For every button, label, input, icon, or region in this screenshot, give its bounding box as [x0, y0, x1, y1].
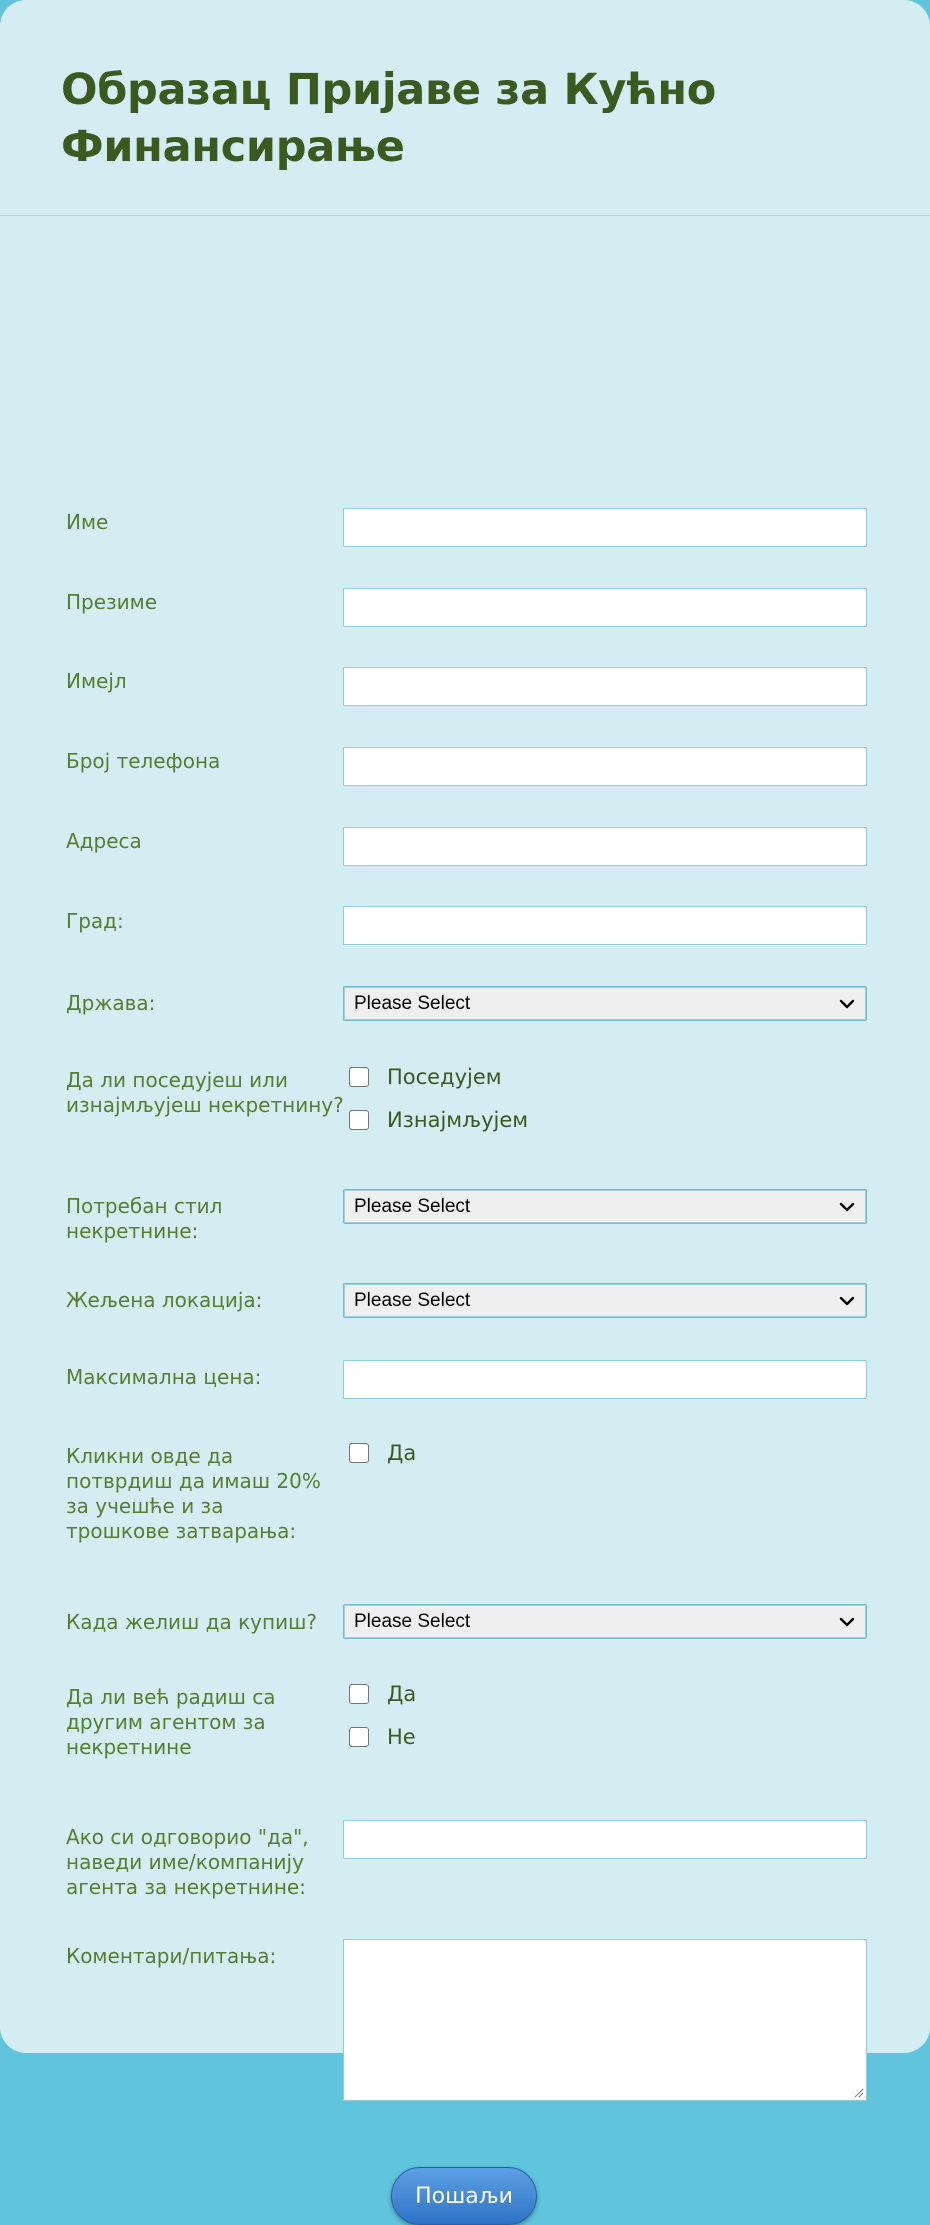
address-input[interactable]	[343, 827, 867, 866]
email-label: Имејл	[66, 669, 127, 693]
agent-no-option[interactable]	[349, 1722, 416, 1752]
buy-when-label: Када желиш да купиш?	[66, 1610, 318, 1634]
phone-input[interactable]	[343, 747, 867, 786]
chevron-down-icon	[838, 1613, 856, 1631]
max-price-input[interactable]	[343, 1360, 867, 1399]
own-option[interactable]	[349, 1062, 502, 1092]
country-select-value: Please Select	[354, 992, 471, 1014]
down-payment-label: Кликни овде да потврдиш да имаш 20% за учешће и за трошкове затварања:	[66, 1444, 321, 1543]
first-name-label: Име	[66, 510, 109, 534]
down-payment-yes-label: Да	[387, 1441, 417, 1465]
down-payment-yes-option[interactable]	[349, 1438, 416, 1468]
phone-label: Број телефона	[66, 749, 221, 773]
chevron-down-icon	[838, 1292, 856, 1310]
agent-name-label: Ако си одговорио "да", наведи име/компанију агента за некретнине:	[66, 1825, 309, 1899]
first-name-input[interactable]	[343, 508, 867, 547]
country-label: Држава:	[66, 991, 156, 1015]
country-select[interactable]	[343, 986, 867, 1021]
resize-handle-icon[interactable]	[852, 2086, 864, 2098]
property-style-label: Потребан стил некретнине:	[66, 1194, 223, 1243]
last-name-label: Презиме	[66, 590, 158, 614]
address-label: Адреса	[66, 829, 142, 853]
buy-when-select[interactable]	[343, 1604, 867, 1639]
desired-location-select-value: Please Select	[354, 1289, 471, 1311]
working-with-agent-label: Да ли већ радиш са другим агентом за некретнине	[66, 1685, 276, 1759]
comments-textarea[interactable]	[343, 1939, 867, 2101]
own-checkbox[interactable]	[349, 1067, 369, 1087]
rent-checkbox[interactable]	[349, 1110, 369, 1130]
form-header	[0, 0, 930, 216]
comments-label: Коментари/питања:	[66, 1944, 277, 1968]
property-style-select-value: Please Select	[354, 1195, 471, 1217]
desired-location-select[interactable]	[343, 1283, 867, 1318]
own-option-label: Поседујем	[387, 1065, 502, 1089]
max-price-label: Максимална цена:	[66, 1365, 262, 1389]
agent-no-label: Не	[387, 1725, 416, 1749]
agent-name-input[interactable]	[343, 1820, 867, 1859]
email-input[interactable]	[343, 667, 867, 706]
rent-option[interactable]	[349, 1105, 528, 1135]
city-label: Град:	[66, 909, 124, 933]
desired-location-label: Жељена локација:	[66, 1288, 263, 1312]
chevron-down-icon	[838, 995, 856, 1013]
agent-yes-checkbox[interactable]	[349, 1684, 369, 1704]
chevron-down-icon	[838, 1198, 856, 1216]
agent-no-checkbox[interactable]	[349, 1727, 369, 1747]
form-title: Образац Пријаве за Кућно Финансирање	[61, 65, 716, 172]
rent-option-label: Изнајмљујем	[387, 1108, 529, 1132]
down-payment-yes-checkbox[interactable]	[349, 1443, 369, 1463]
own-or-rent-label: Да ли поседујеш или изнајмљујеш некретнину?	[66, 1068, 344, 1117]
agent-yes-label: Да	[387, 1682, 417, 1706]
property-style-select[interactable]	[343, 1189, 867, 1224]
city-input[interactable]	[343, 906, 867, 945]
agent-yes-option[interactable]	[349, 1679, 416, 1709]
buy-when-select-value: Please Select	[354, 1610, 471, 1632]
last-name-input[interactable]	[343, 588, 867, 627]
submit-button[interactable]: Пошаљи	[391, 2167, 537, 2225]
